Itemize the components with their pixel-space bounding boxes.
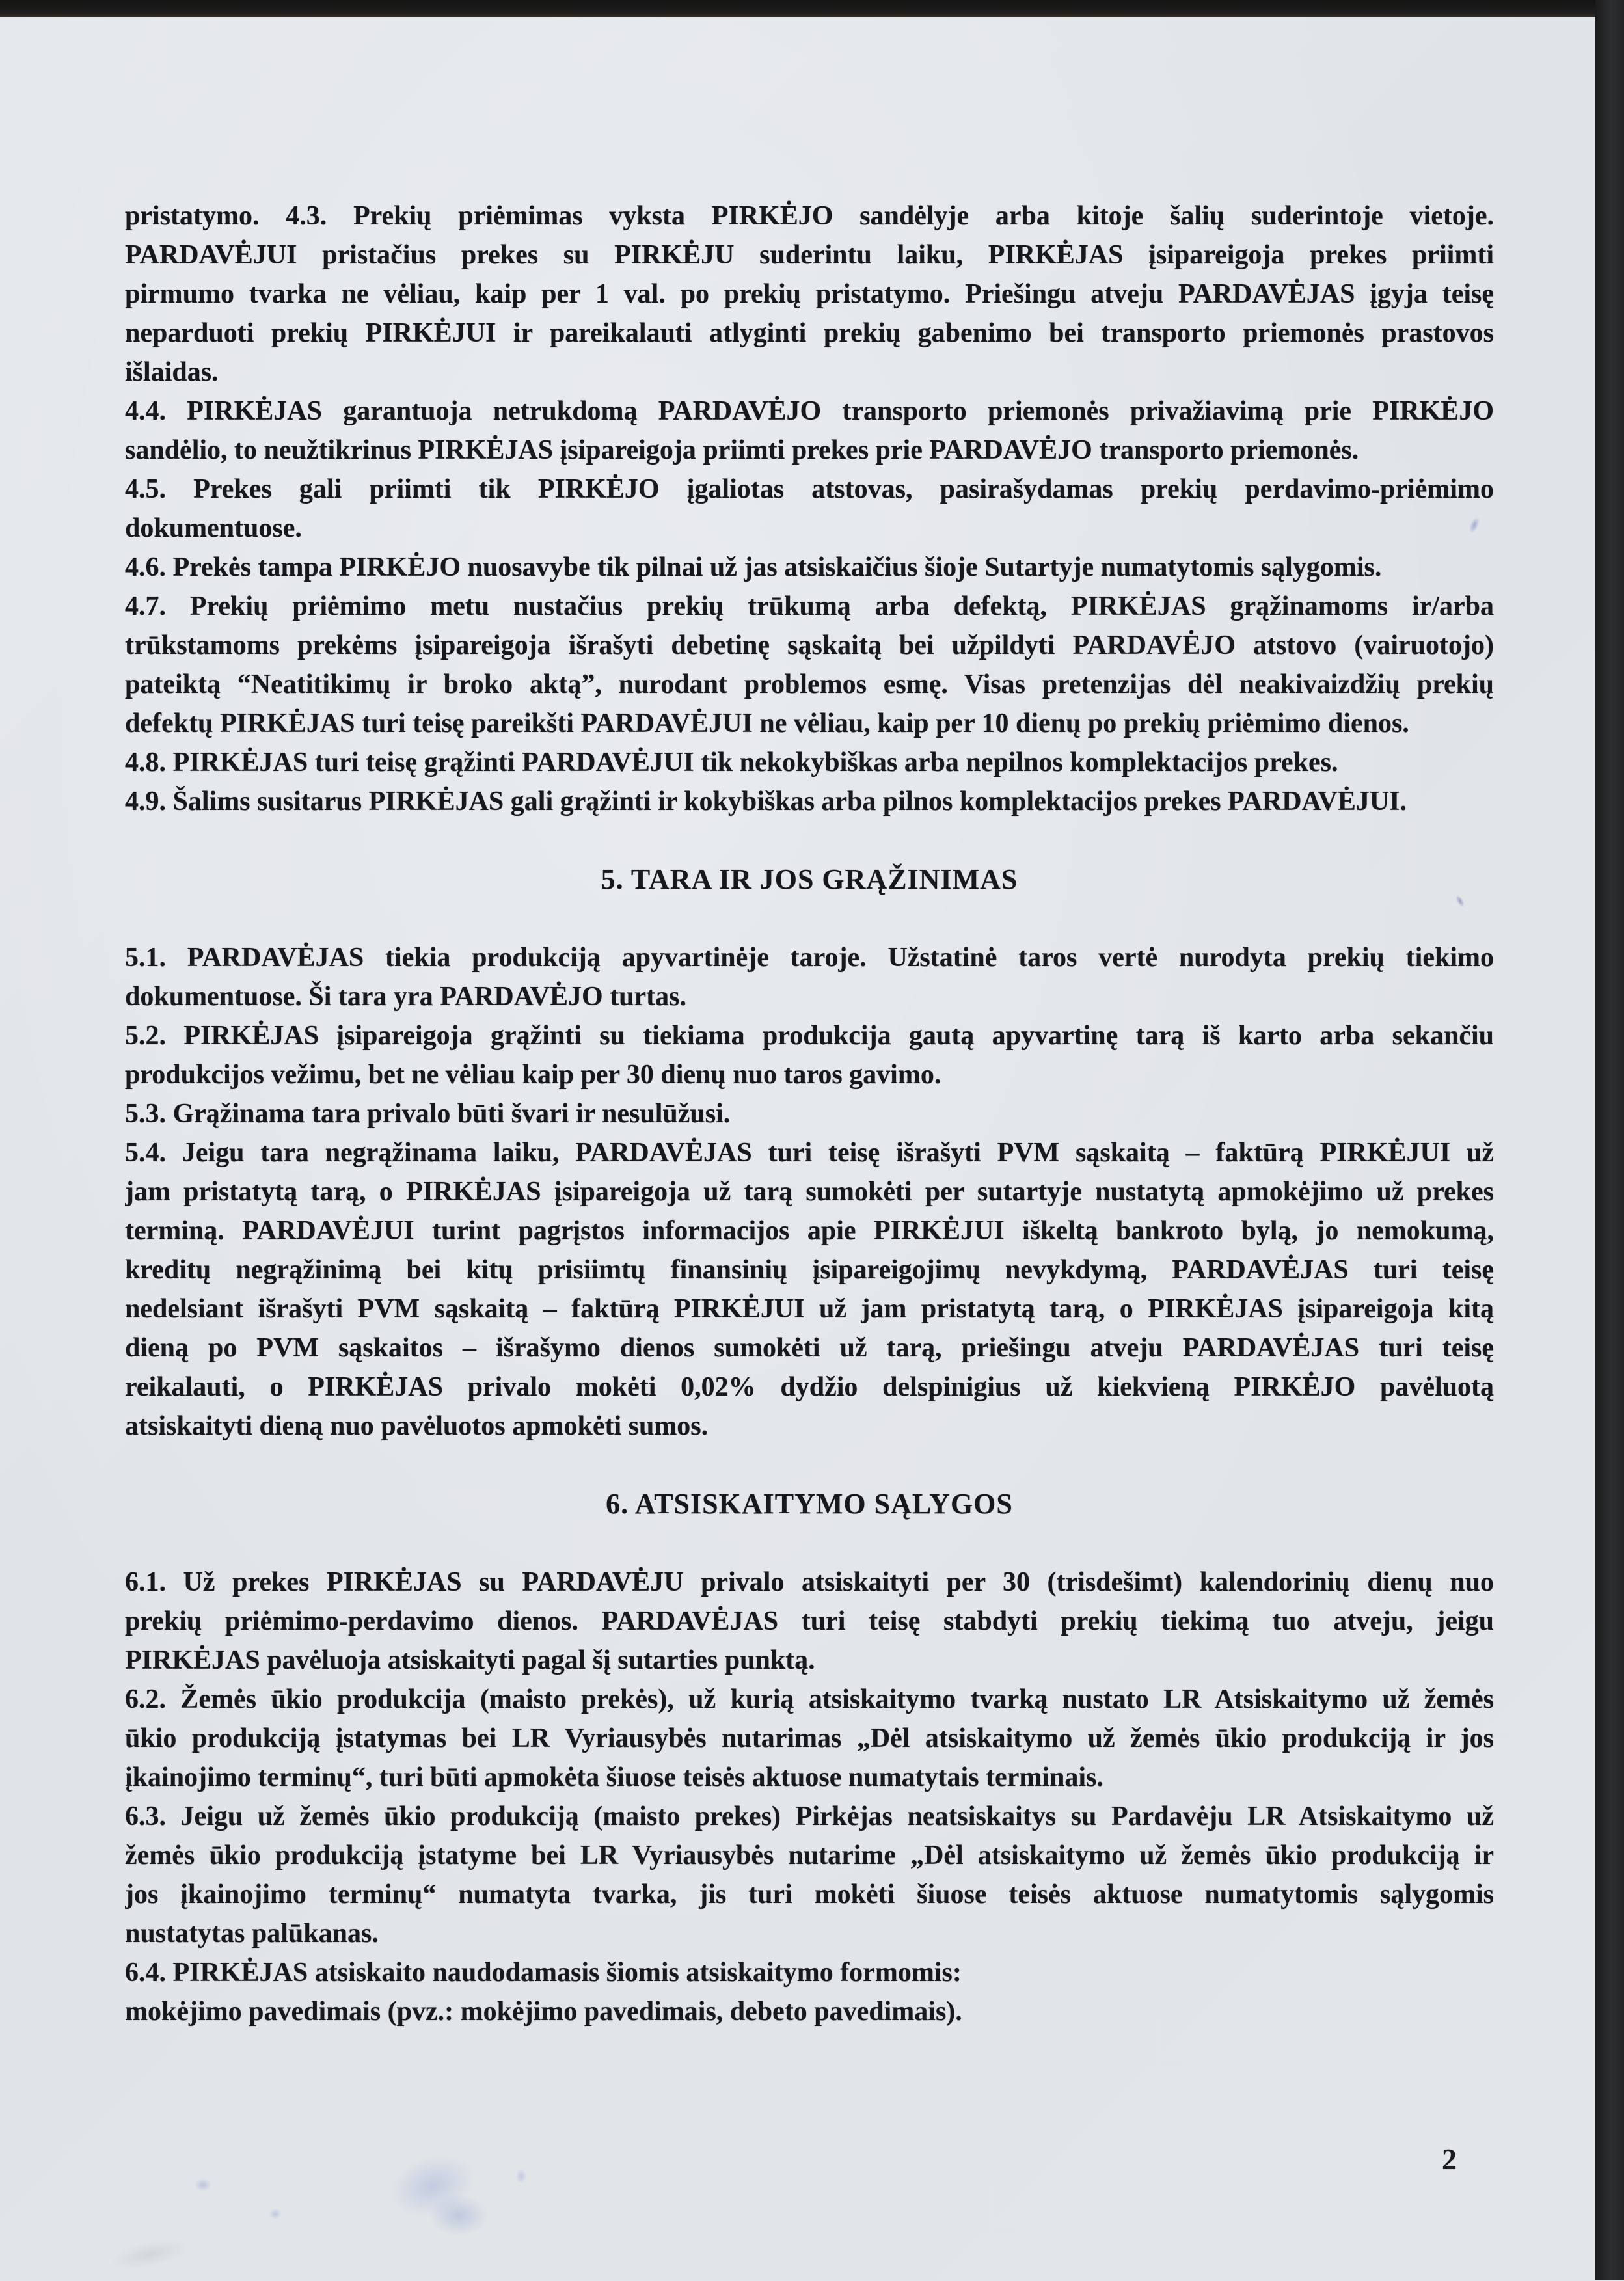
paragraph — [125, 1680, 1494, 1797]
ink-smudge — [416, 2186, 501, 2245]
text-line: dokumentuose. Ši tara yra PARDAVĖJO turtas. — [125, 982, 686, 1012]
ink-smudge — [192, 2176, 214, 2193]
text-line: 4.6. Prekės tampa PIRKĖJO nuosavybe tik pilnai už jas atsiskaičius šioje Sutartyje numatytomis sąlygomis. — [125, 552, 1382, 582]
text-line: 5.4. Jeigu tara negrąžinama laiku, PARDAVĖJAS turi teisę išrašyti PVM sąskaitą – faktūrą PIRKĖJUI už — [125, 1138, 1494, 1168]
pencil-smudge — [96, 2228, 204, 2281]
paragraph — [125, 1016, 1494, 1094]
scan-top-edge — [0, 0, 1624, 17]
paragraph — [125, 1992, 1494, 2031]
text-line: terminą. PARDAVĖJUI turint pagrįstos informacijos apie PIRKĖJUI iškeltą bankroto bylą, jo nemokumą, — [125, 1216, 1494, 1246]
paragraph — [125, 1953, 1494, 1992]
paragraph — [125, 1133, 1494, 1446]
text-line: 4.7. Prekių priėmimo metu nustačius prekių trūkumą arba defektą, PIRKĖJAS grąžinamoms ir/arba — [125, 591, 1494, 621]
text-line: 5.3. Grąžinama tara privalo būti švari ir nesulūžusi. — [125, 1099, 731, 1129]
text-line: 5.2. PIRKĖJAS įsipareigoja grąžinti su tiekiama produkcija gautą apyvartinę tarą iš karto arba sekančiu — [125, 1021, 1494, 1051]
text-line: pristatymo. 4.3. Prekių priėmimas vyksta PIRKĖJO sandėlyje arba kitoje šalių suderintoje vietoje. — [125, 201, 1494, 231]
text-line: 4.9. Šalims susitarus PIRKĖJAS gali grąžinti ir kokybiškas arba pilnos komplektacijos prekes PARDAVĖJUI. — [125, 787, 1407, 817]
text-line: sandėlio, to neužtikrinus PIRKĖJAS įsipareigoja priimti prekes prie PARDAVĖJO transporto priemonės. — [125, 435, 1359, 465]
text-line: įkainojimo terminų“, turi būti apmokėta šiuose teisės aktuose numatytais terminais. — [125, 1762, 1103, 1792]
text-line: defektų PIRKĖJAS turi teisę pareikšti PARDAVĖJUI ne vėliau, kaip per 10 dienų po prekių priėmimo dienos. — [125, 709, 1409, 738]
paragraph — [125, 938, 1494, 1016]
text-line: 6.2. Žemės ūkio produkcija (maisto prekės), už kurią atsiskaitymo tvarką nustato LR Atsiskaitymo už žemės — [125, 1684, 1494, 1714]
text-line: trūkstamoms prekėms įsipareigoja išrašyti debetinę sąskaitą bei užpildyti PARDAVĖJO atstovo (vairuotojo) — [125, 630, 1494, 660]
ink-smudge — [514, 2166, 528, 2186]
paragraph — [125, 743, 1494, 782]
text-line: 4.5. Prekes gali priimti tik PIRKĖJO įgaliotas atstovas, pasirašydamas prekių perdavimo-priėmimo — [125, 474, 1494, 504]
paragraph — [125, 1563, 1494, 1680]
text-line: išlaidas. — [125, 357, 219, 387]
section-heading: 5. TARA IR JOS GRĄŽINIMAS — [601, 863, 1018, 895]
text-line: 6.4. PIRKĖJAS atsiskaito naudodamasis šiomis atsiskaitymo formomis: — [125, 1958, 962, 1988]
text-line: 6.1. Už prekes PIRKĖJAS su PARDAVĖJU privalo atsiskaityti per 30 (trisdešimt) kalendorinių dienų nuo — [125, 1567, 1494, 1597]
text-line: dokumentuose. — [125, 513, 302, 543]
paragraph — [125, 1094, 1494, 1133]
text-line: nedelsiant išrašyti PVM sąskaitą – faktūrą PIRKĖJUI už jam pristatytą tarą, o PIRKĖJAS įsipareigoja kitą — [125, 1294, 1494, 1324]
text-line: 6.3. Jeigu už žemės ūkio produkciją (maisto prekes) Pirkėjas neatsiskaitys su Pardavėju LR Atsiskaitymo už — [125, 1802, 1494, 1831]
scan-right-edge — [1595, 0, 1624, 2280]
ink-smudge — [267, 2207, 284, 2221]
text-line: ūkio produkciją įstatymas bei LR Vyriausybės nutarimas „Dėl atsiskaitymo už žemės ūkio produkciją ir jos — [125, 1723, 1494, 1753]
text-line: atsiskaityti dieną nuo pavėluotos apmokėti sumos. — [125, 1411, 709, 1441]
text-line: pateiktą “Neatitikimų ir broko aktą”, nurodant problemos esmę. Visas pretenzijas dėl neakivaizdžių prekių — [125, 669, 1494, 699]
text-line: 4.4. PIRKĖJAS garantuoja netrukdomą PARDAVĖJO transporto priemonės privažiavimą prie PIRKĖJO — [125, 396, 1494, 426]
text-line: neparduoti prekių PIRKĖJUI ir pareikalauti atlyginti prekių gabenimo bei transporto priemonės prastovos — [125, 318, 1494, 348]
text-line: nustatytas palūkanas. — [125, 1919, 379, 1949]
text-line: prekių priėmimo-perdavimo dienos. PARDAVĖJAS turi teisę stabdyti prekių tiekimą tuo atveju, jeigu — [125, 1606, 1494, 1636]
text-line: 5.1. PARDAVĖJAS tiekia produkciją apyvartinėje taroje. Užstatinė taros vertė nurodyta prekių tiekimo — [125, 943, 1494, 973]
paragraph — [125, 1797, 1494, 1953]
paragraph — [125, 782, 1494, 821]
text-line: mokėjimo pavedimais (pvz.: mokėjimo pavedimais, debeto pavedimais). — [125, 1997, 962, 2027]
text-line: PIRKĖJAS pavėluoja atsiskaityti pagal šį sutarties punktą. — [125, 1645, 815, 1675]
text-line: jam pristatytą tarą, o PIRKĖJAS įsipareigoja už tarą sumokėti per sutartyje nustatytą apmokėjimo už prekes — [125, 1177, 1494, 1207]
paragraph — [125, 392, 1494, 470]
text-line: jos įkainojimo terminų“ numatyta tvarka, jis turi mokėti šiuose teisės aktuose numatytomis sąlygomis — [125, 1880, 1494, 1910]
paragraph — [125, 196, 1494, 392]
text-line: PARDAVĖJUI pristačius prekes su PIRKĖJU suderintu laiku, PIRKĖJAS įsipareigoja prekes priimti — [125, 240, 1494, 270]
paragraph — [125, 548, 1494, 587]
text-line: žemės ūkio produkciją įstatyme bei LR Vyriausybės nutarime „Dėl atsiskaitymo už žemės ūkio produkciją ir — [125, 1841, 1494, 1870]
paragraph — [125, 587, 1494, 743]
paragraph — [125, 470, 1494, 548]
text-line: pirmumo tvarka ne vėliau, kaip per 1 val. po prekių pristatymo. Priešingu atveju PARDAVĖJAS įgyja teisę — [125, 279, 1494, 309]
text-line: kreditų negrąžinimą bei kitų prisiimtų finansinių įsipareigojimų nevykdymą, PARDAVĖJAS turi teisę — [125, 1255, 1494, 1285]
document-body — [125, 196, 1494, 2031]
section-heading: 6. ATSISKAITYMO SĄLYGOS — [606, 1488, 1013, 1520]
text-line: produkcijos vežimu, bet ne vėliau kaip per 30 dienų nuo taros gavimo. — [125, 1060, 941, 1090]
text-line: 4.8. PIRKĖJAS turi teisę grąžinti PARDAVĖJUI tik nekokybiškas arba nepilnos komplektacijos prekes. — [125, 748, 1338, 777]
text-line: dieną po PVM sąskaitos – išrašymo dienos sumokėti už tarą, priešingu atveju PARDAVĖJAS turi teisę — [125, 1333, 1494, 1363]
page-number: 2 — [1442, 2142, 1457, 2176]
text-line: reikalauti, o PIRKĖJAS privalo mokėti 0,02% dydžio delspinigius už kiekvieną PIRKĖJO pavėluotą — [125, 1372, 1494, 1402]
ink-smudge — [361, 2127, 505, 2245]
